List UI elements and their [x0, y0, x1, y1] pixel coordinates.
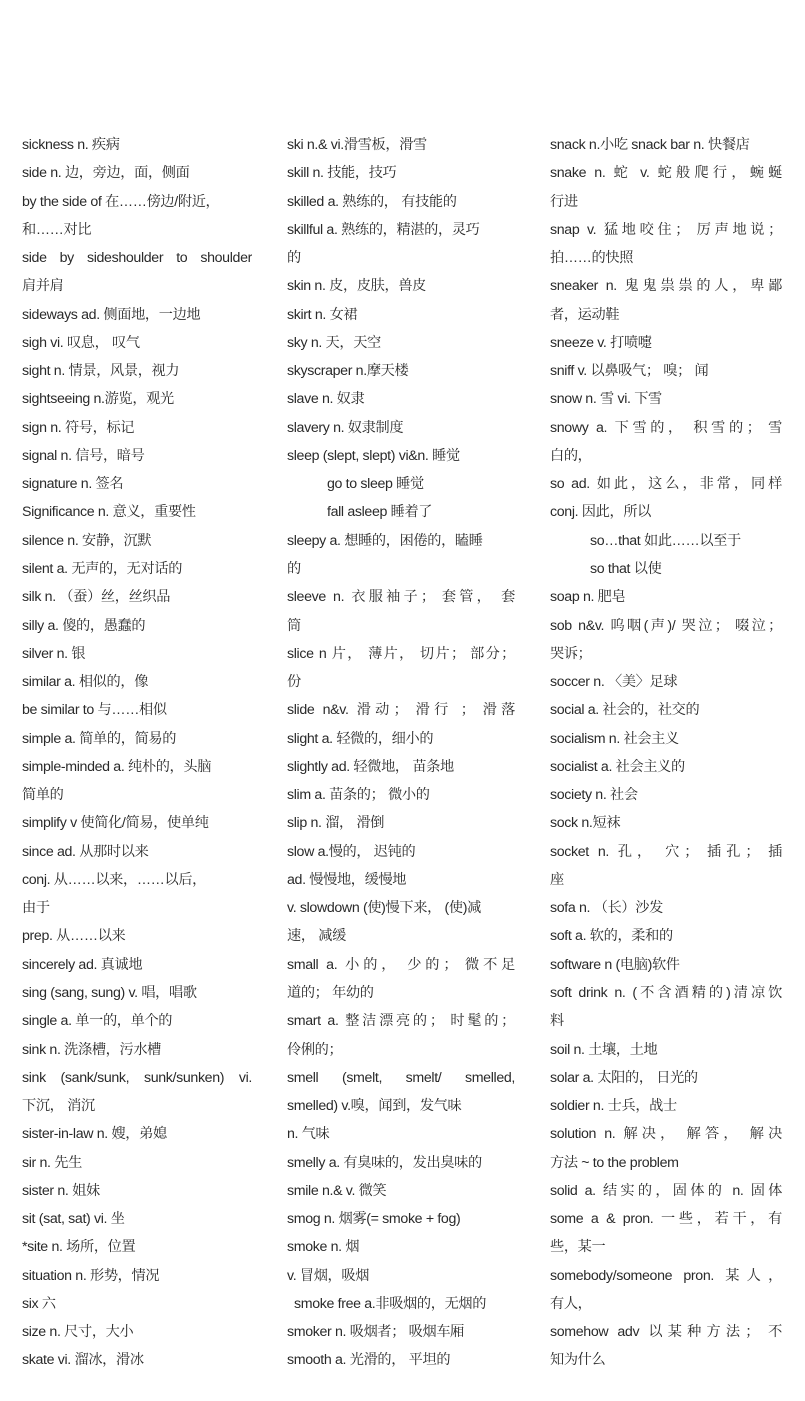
column-middle: [287, 131, 515, 1375]
vocab-line: smelly a. 有臭味的，发出臭味的: [287, 1154, 482, 1171]
vocab-line: 座: [550, 871, 564, 888]
vocab-line: 速， 减缓: [287, 928, 346, 945]
vocab-line: slim a. 苗条的； 微小的: [287, 787, 430, 804]
vocab-line: sideways ad. 侧面地，一边地: [22, 306, 201, 323]
vocab-line: sing (sang, sung) v. 唱，唱歌: [22, 984, 197, 1001]
vocab-line: socket n. 孔， 穴； 插孔； 插: [550, 843, 782, 860]
vocab-line: skyscraper n.摩天楼: [287, 363, 409, 380]
vocab-line: 有人，: [550, 1295, 592, 1312]
vocab-line: skin n. 皮，皮肤，兽皮: [287, 278, 427, 295]
vocab-line: snap v. 猛地咬住； 厉声地说；: [550, 221, 782, 238]
vocab-line: slave n. 奴隶: [287, 391, 365, 408]
vocab-line: sir n. 先生: [22, 1154, 82, 1171]
vocab-line: smoke n. 烟: [287, 1239, 360, 1256]
vocab-line: social a. 社会的，社交的: [550, 702, 700, 719]
vocab-line: soft drink n. (不含酒精的)清凉饮: [550, 984, 782, 1001]
vocab-line: sky n. 天，天空: [287, 334, 381, 351]
vocab-line: smoker n. 吸烟者； 吸烟车厢: [287, 1324, 465, 1341]
vocab-line: 下沉， 消沉: [22, 1098, 95, 1115]
column-right: [550, 131, 782, 1375]
vocab-line: sleepy a. 想睡的，困倦的，瞌睡: [287, 532, 483, 549]
vocab-line: sit (sat, sat) vi. 坐: [22, 1211, 125, 1228]
vocab-line: 者，运动鞋: [550, 306, 620, 323]
vocab-line: slip n. 溜， 滑倒: [287, 815, 385, 832]
vocab-line: sightseeing n.游览，观光: [22, 391, 174, 408]
vocab-line: signal n. 信号，暗号: [22, 447, 145, 464]
vocab-line: small a. 小的， 少的； 微不足: [287, 956, 515, 973]
vocab-line: side n. 边，旁边，面，侧面: [22, 165, 190, 182]
vocab-line: prep. 从……以来: [22, 928, 126, 945]
vocab-line: 方法 ~ to the problem: [550, 1154, 679, 1171]
vocab-line: since ad. 从那时以来: [22, 843, 149, 860]
vocab-line: 由于: [22, 900, 50, 917]
vocab-line: slavery n. 奴隶制度: [287, 419, 404, 436]
vocab-line: sneeze v. 打喷嚏: [550, 334, 652, 351]
vocab-line: fall asleep 睡着了: [327, 504, 433, 521]
vocab-line: soldier n. 士兵，战士: [550, 1098, 677, 1115]
vocab-line: so ad. 如此，这么，非常，同样: [550, 476, 782, 493]
vocab-line: so…that 如此……以至于: [590, 532, 741, 549]
vocab-line: snow n. 雪 vi. 下雪: [550, 391, 662, 408]
vocab-line: sniff v. 以鼻吸气； 嗅； 闻: [550, 363, 709, 380]
vocab-line: v. 冒烟，吸烟: [287, 1267, 370, 1284]
vocab-line: 道的； 年幼的: [287, 984, 374, 1001]
vocab-line: soil n. 土壤，土地: [550, 1041, 658, 1058]
vocab-line: ad. 慢慢地，缓慢地: [287, 871, 407, 888]
vocab-line: silent a. 无声的，无对话的: [22, 560, 183, 577]
vocab-line: 料: [550, 1013, 564, 1030]
vocab-line: similar a. 相似的，像: [22, 674, 149, 691]
vocab-line: 知为什么: [550, 1352, 606, 1369]
vocab-line: silence n. 安静，沉默: [22, 532, 152, 549]
vocab-line: be similar to 与……相似: [22, 702, 167, 719]
vocab-line: smooth a. 光滑的， 平坦的: [287, 1352, 451, 1369]
vocab-line: silk n. （蚕）丝，丝织品: [22, 589, 171, 606]
vocab-line: sob n&v. 呜咽(声)/ 哭泣； 啜泣；: [550, 617, 782, 634]
vocab-line: sleeve n. 衣服袖子； 套管， 套: [287, 589, 515, 606]
vocab-line: sock n.短袜: [550, 815, 621, 832]
vocab-line: smog n. 烟雾(= smoke + fog): [287, 1211, 461, 1228]
vocab-line: v. slowdown (使)慢下来， (使)减: [287, 900, 481, 917]
vocab-line: slightly ad. 轻微地， 苗条地: [287, 758, 454, 775]
column-left: [22, 131, 252, 1375]
vocab-line: go to sleep 睡觉: [327, 476, 424, 493]
vocab-line: signature n. 签名: [22, 476, 124, 493]
vocab-line: *site n. 场所，位置: [22, 1239, 136, 1256]
vocab-line: 和……对比: [22, 221, 92, 238]
vocab-line: 白的，: [550, 447, 592, 464]
vocab-line: sign n. 符号，标记: [22, 419, 135, 436]
vocab-line: 筒: [287, 617, 301, 634]
vocab-line: some a & pron. 一些，若干，有: [550, 1211, 782, 1228]
vocab-line: smart a. 整洁漂亮的； 时髦的；: [287, 1013, 515, 1030]
vocab-line: situation n. 形势，情况: [22, 1267, 160, 1284]
vocab-line: n. 气味: [287, 1126, 330, 1143]
vocab-line: society n. 社会: [550, 787, 638, 804]
vocab-line: snake n. 蛇 v. 蛇般爬行，蜿蜒: [550, 165, 782, 182]
vocab-line: smell (smelt, smelt/ smelled,: [287, 1069, 515, 1086]
vocab-line: slide n&v. 滑动； 滑行 ； 滑落: [287, 702, 515, 719]
vocab-line: by the side of 在……傍边/附近，: [22, 193, 220, 210]
vocab-line: sister n. 姐妹: [22, 1182, 100, 1199]
vocab-line: soccer n. 〈美〉足球: [550, 674, 678, 691]
vocab-line: smoke free a.非吸烟的，无烟的: [294, 1295, 487, 1312]
vocab-line: slight a. 轻微的，细小的: [287, 730, 434, 747]
vocab-line: sight n. 情景，风景，视力: [22, 363, 180, 380]
vocab-line: sigh vi. 叹息， 叹气: [22, 334, 140, 351]
vocab-line: sofa n. （长）沙发: [550, 900, 663, 917]
vocab-line: solid a. 结实的，固体的 n. 固体: [550, 1182, 782, 1199]
vocab-line: snowy a. 下雪的， 积雪的； 雪: [550, 419, 782, 436]
vocab-line: skilled a. 熟练的， 有技能的: [287, 193, 457, 210]
vocab-line: conj. 从……以来，……以后，: [22, 871, 207, 888]
vocab-line: sickness n. 疾病: [22, 137, 120, 153]
vocab-line: so that 以使: [590, 560, 662, 577]
vocab-line: six 六: [22, 1295, 56, 1312]
vocab-line: soft a. 软的，柔和的: [550, 928, 673, 945]
vocab-line: 份: [287, 674, 301, 691]
vocab-line: software n (电脑)软件: [550, 956, 680, 973]
vocab-line: solar a. 太阳的， 日光的: [550, 1069, 698, 1086]
vocab-line: sister-in-law n. 嫂，弟媳: [22, 1126, 167, 1143]
vocab-line: single a. 单一的，单个的: [22, 1013, 173, 1030]
vocab-line: 的: [287, 560, 301, 577]
vocab-line: 伶俐的；: [287, 1041, 343, 1058]
vocab-line: silver n. 银: [22, 645, 86, 662]
vocab-line: smelled) v.嗅，闻到，发气味: [287, 1098, 462, 1115]
vocab-line: 哭诉；: [550, 645, 592, 662]
vocab-line: simplify v 使简化/简易，使单纯: [22, 815, 209, 832]
vocab-line: somehow adv 以某种方法； 不: [550, 1324, 782, 1341]
vocab-line: socialism n. 社会主义: [550, 730, 679, 747]
vocab-line: simple-minded a. 纯朴的，头脑: [22, 758, 212, 775]
vocab-line: 的: [287, 250, 301, 267]
vocab-line: 些，某一: [550, 1239, 606, 1256]
vocab-line: silly a. 傻的，愚蠢的: [22, 617, 146, 634]
vocab-line: 简单的: [22, 787, 64, 804]
vocab-line: simple a. 简单的，简易的: [22, 730, 177, 747]
vocab-line: slow a.慢的， 迟钝的: [287, 843, 416, 860]
vocab-line: soap n. 肥皂: [550, 589, 626, 606]
vocab-line: 肩并肩: [22, 278, 64, 295]
vocab-line: skirt n. 女裙: [287, 306, 358, 323]
vocab-line: smile n.& v. 微笑: [287, 1182, 387, 1199]
vocab-line: socialist a. 社会主义的: [550, 758, 685, 775]
vocab-line: sincerely ad. 真诚地: [22, 956, 143, 973]
vocab-line: slice n 片， 薄片， 切片； 部分；: [287, 645, 515, 662]
vocab-line: ski n.& vi.滑雪板，滑雪: [287, 137, 427, 153]
vocab-line: sink n. 洗涤槽，污水槽: [22, 1041, 162, 1058]
vocab-line: snack n.小吃 snack bar n. 快餐店: [550, 137, 750, 153]
vocab-line: skillful a. 熟练的，精湛的，灵巧: [287, 221, 480, 238]
vocab-line: somebody/someone pron. 某人，: [550, 1267, 782, 1284]
vocab-line: skill n. 技能，技巧: [287, 165, 397, 182]
vocab-line: solution n. 解决， 解答， 解决: [550, 1126, 782, 1143]
vocab-line: skate vi. 溜冰，滑冰: [22, 1352, 144, 1369]
vocab-line: 行进: [550, 193, 578, 210]
vocab-line: sink (sank/sunk, sunk/sunken) vi.: [22, 1069, 252, 1086]
vocab-line: size n. 尺寸，大小: [22, 1324, 134, 1341]
vocab-line: side by sideshoulder to shoulder: [22, 250, 252, 267]
vocab-line: Significance n. 意义，重要性: [22, 504, 196, 521]
vocab-line: 拍……的快照: [550, 250, 634, 267]
vocab-line: conj. 因此，所以: [550, 504, 651, 521]
vocab-line: sneaker n. 鬼鬼祟祟的人，卑鄙: [550, 278, 782, 295]
vocab-line: sleep (slept, slept) vi&n. 睡觉: [287, 447, 460, 464]
